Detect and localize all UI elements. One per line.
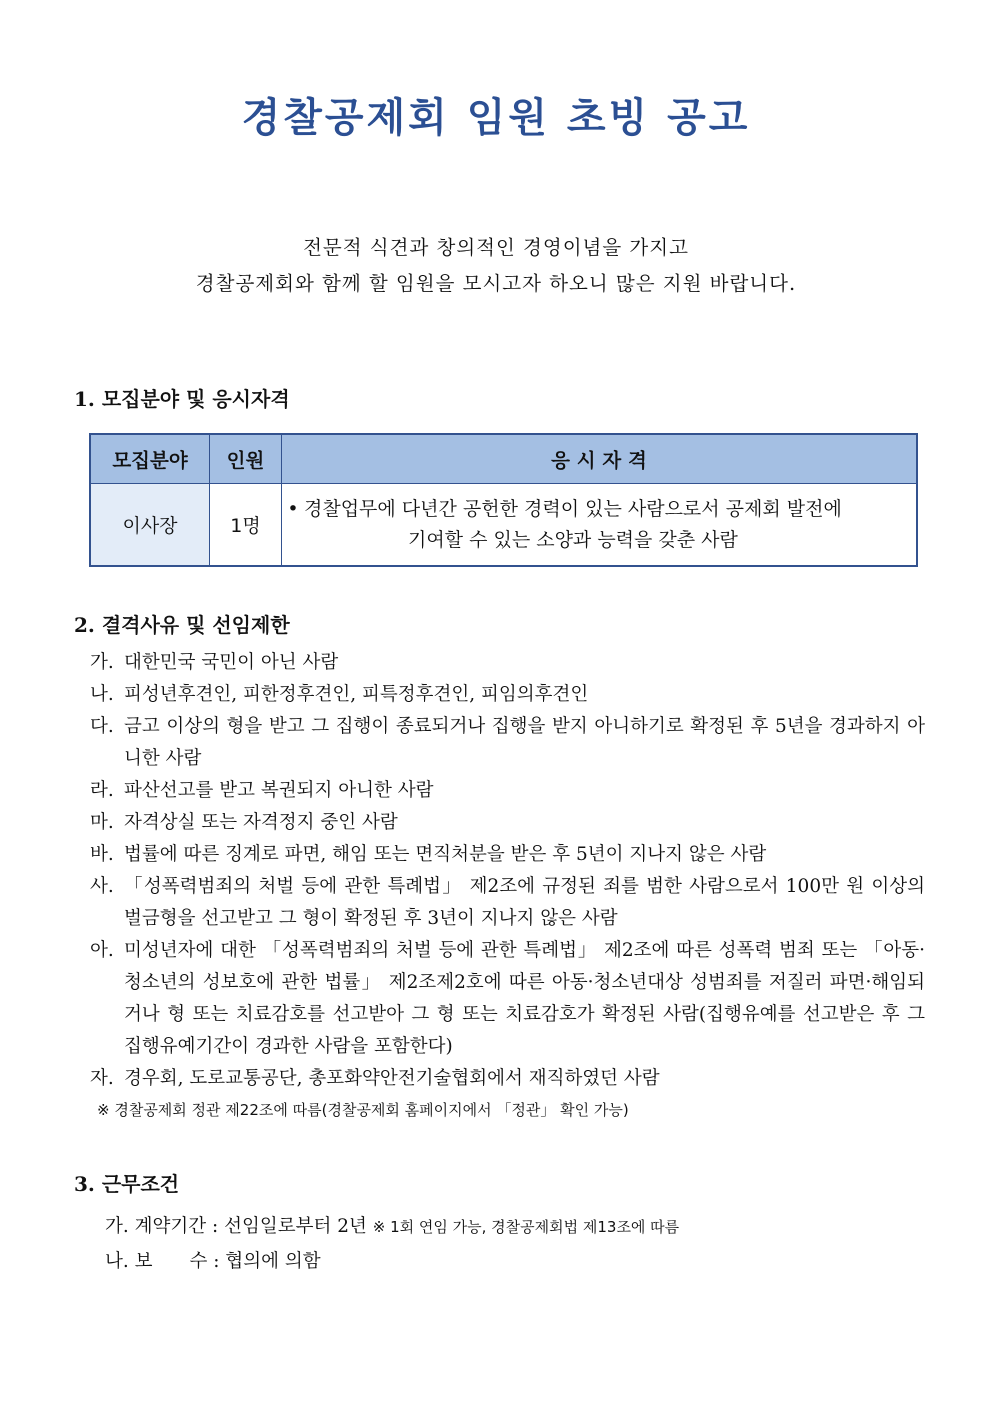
item-text: 자격상실 또는 자격정지 중인 사람: [124, 812, 398, 833]
section-3-heading: 3. 근무조건: [74, 1172, 180, 1196]
item-label: 다.: [90, 716, 114, 737]
list-item: [90, 711, 925, 775]
item-text: 파산선고를 받고 복권되지 아니한 사람: [124, 780, 434, 801]
item-label: 라.: [90, 780, 114, 801]
list-item: [90, 679, 925, 711]
list-item: [90, 1063, 925, 1095]
item-label: 마.: [90, 812, 114, 833]
table-row: [90, 484, 917, 567]
list-item: [90, 807, 925, 839]
item-text: 피성년후견인, 피한정후견인, 피특정후견인, 피임의후견인: [124, 684, 589, 705]
qualification-line-1: 경찰업무에 다년간 공헌한 경력이 있는 사람으로서 공제회 발전에: [304, 497, 842, 520]
cell-qualification: [282, 484, 918, 567]
list-item: [90, 647, 925, 679]
item-text: 금고 이상의 형을 받고 그 집행이 종료되거나 집행을 받지 아니하기로 확정된 후 5년을 경과하지 아니한 사람: [124, 716, 925, 769]
qualification-line-2: 기여할 수 있는 소양과 능력을 갖춘 사람: [407, 528, 738, 551]
section-2-heading: 2. 결격사유 및 선임제한: [74, 613, 290, 637]
list-item: [90, 871, 925, 935]
disqualification-list: [90, 647, 925, 1095]
contract-period-text: 가. 계약기간 : 선임일로부터 2년: [105, 1216, 367, 1237]
cell-field: 이사장: [90, 484, 210, 567]
salary-text: 나. 보 수 : 협의에 의함: [105, 1251, 321, 1272]
intro-line-1: 전문적 식견과 창의적인 경영이념을 가지고: [303, 236, 689, 259]
table-header-row: [90, 434, 917, 484]
item-text: 대한민국 국민이 아닌 사람: [124, 652, 339, 673]
work-condition-salary: [105, 1247, 321, 1273]
item-label: 아.: [90, 940, 114, 961]
list-item: [90, 935, 925, 1063]
list-item: [90, 775, 925, 807]
item-label: 가.: [90, 652, 114, 673]
item-label: 자.: [90, 1068, 114, 1089]
header-count: 인원: [210, 434, 282, 484]
item-text: 미성년자에 대한 「성폭력범죄의 처벌 등에 관한 특례법」 제2조에 따른 성폭력 범죄 또는 「아동·청소년의 성보호에 관한 법률」 제2조제2호에 따른 아동·청소년대상 성범죄를 저질러 파면·해임되거나 형 또는 치료감호를 선고받아 그 형 또는 치료감호가 확정된 사람(집행유예를 선고받은 후 그 집행유예기간이 경과한 사람을 포함한다): [124, 940, 925, 1057]
item-label: 나.: [90, 684, 114, 705]
header-field: 모집분야: [90, 434, 210, 484]
qualification-table: [89, 433, 918, 567]
articles-note: ※ 경찰공제회 정관 제22조에 따름(경찰공제회 홈페이지에서 「정관」 확인 가능): [97, 1101, 629, 1119]
intro-line-2: 경찰공제회와 함께 할 임원을 모시고자 하오니 많은 지원 바랍니다.: [195, 272, 797, 295]
item-label: 사.: [90, 876, 114, 897]
item-label: 바.: [90, 844, 114, 865]
cell-count: 1명: [210, 484, 282, 567]
section-1-heading: 1. 모집분야 및 응시자격: [74, 387, 290, 411]
work-condition-contract: [105, 1212, 679, 1238]
contract-period-note: ※ 1회 연임 가능, 경찰공제회법 제13조에 따름: [372, 1218, 680, 1236]
header-qualification: 응 시 자 격: [282, 434, 918, 484]
page-title: 경찰공제회 임원 초빙 공고: [241, 95, 751, 141]
item-text: 경우회, 도로교통공단, 총포화약안전기술협회에서 재직하였던 사람: [124, 1068, 660, 1089]
bullet: •: [287, 497, 299, 520]
list-item: [90, 839, 925, 871]
item-text: 「성폭력범죄의 처벌 등에 관한 특례법」 제2조에 규정된 죄를 범한 사람으로서 100만 원 이상의 벌금형을 선고받고 그 형이 확정된 후 3년이 지나지 않은 사람: [124, 876, 925, 929]
item-text: 법률에 따른 징계로 파면, 해임 또는 면직처분을 받은 후 5년이 지나지 않은 사람: [124, 844, 767, 865]
